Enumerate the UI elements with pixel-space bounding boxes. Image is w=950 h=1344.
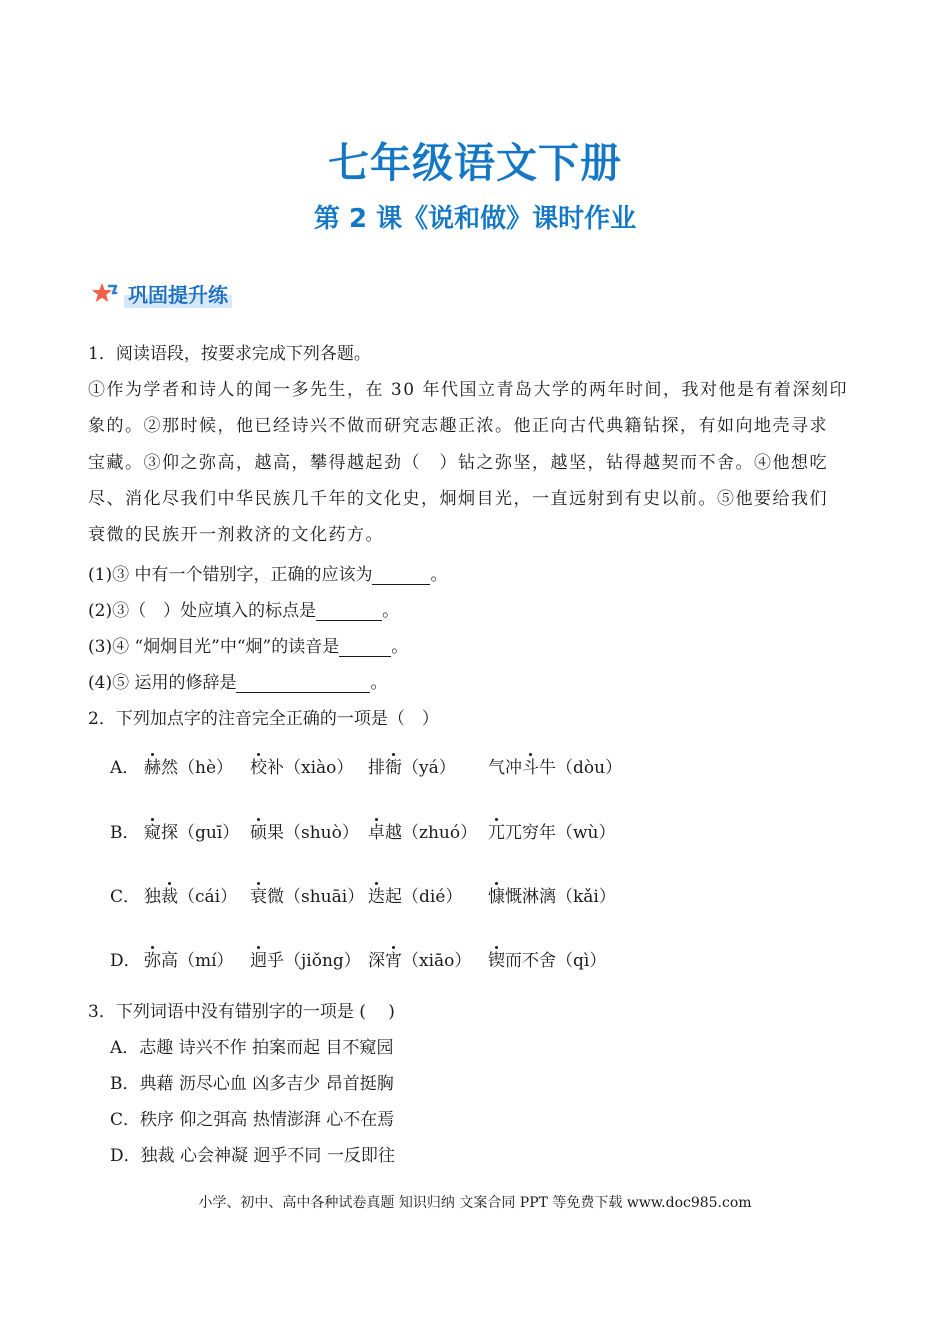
emphasis-char: 迥 [250, 951, 267, 971]
emphasis-char: 弥 [144, 951, 161, 971]
option-b[interactable] [110, 818, 670, 842]
emphasis-char: 宵 [385, 951, 402, 971]
option-a[interactable] [110, 753, 670, 777]
answer-blank[interactable] [372, 566, 430, 585]
option-letter: A． [110, 758, 140, 778]
option-item: 窥探（guī） [144, 823, 240, 843]
sub-question-end: 。 [430, 565, 448, 585]
option-item: 独裁（cái） [144, 887, 238, 907]
option-letter: B． [110, 823, 140, 843]
option-a[interactable]: A．志趣 诗兴不作 拍案而起 目不窥园 [110, 1038, 394, 1058]
emphasis-char: 裁 [161, 887, 178, 907]
option-item: 弥高（mí） [144, 951, 234, 971]
page-footer: 小学、初中、高中各种试卷真题 知识归纳 文案合同 PPT 等免费下载 www.doc985.com [198, 1195, 752, 1211]
option-letter: C． [110, 887, 141, 907]
document-title: 七年级语文下册 [328, 139, 622, 187]
document-subtitle: 第 2 课《说和做》课时作业 [313, 204, 637, 234]
emphasis-char: 慷 [488, 887, 505, 907]
answer-blank[interactable] [316, 602, 382, 621]
option-item: 慷慨淋漓（kǎi） [488, 887, 616, 907]
emphasis-char: 迭 [368, 887, 385, 907]
emphasis-char: 斗 [522, 758, 539, 778]
question-2-stem: 2．下列加点字的注音完全正确的一项是（ ） [88, 709, 439, 729]
sub-question-end: 。 [382, 601, 400, 621]
sub-question-1 [88, 560, 447, 585]
option-item: 排衙（yá） [368, 758, 456, 778]
emphasis-char: 锲 [488, 951, 505, 971]
emphasis-char: 兀 [488, 823, 505, 843]
option-item: 兀兀穷年（wù） [488, 823, 616, 843]
sub-question-text: (2)③（ ）处应填入的标点是 [88, 601, 317, 621]
emphasis-char: 硕 [250, 823, 267, 843]
emphasis-char: 赫 [144, 758, 161, 778]
option-c[interactable] [110, 882, 670, 906]
emphasis-char: 卓 [368, 823, 385, 843]
option-item: 校补（xiào） [250, 758, 354, 778]
option-letter: D． [110, 951, 141, 971]
option-item: 衰微（shuāi） [250, 887, 365, 907]
emphasis-char: 窥 [144, 823, 161, 843]
star-icon [92, 282, 118, 306]
option-d[interactable]: D．独裁 心会神凝 迥乎不同 一反即往 [110, 1146, 395, 1166]
section-label: 巩固提升练 [124, 279, 232, 308]
option-item: 硕果（shuò） [250, 823, 359, 843]
passage-line: 宝藏。③仰之弥高，越高，攀得越起劲（ ）钻之弥坚，越坚，钻得越契而不舍。④他想吃 [88, 453, 828, 473]
passage-line: 衰微的民族开一剂救济的文化药方。 [88, 525, 384, 545]
option-item: 迥乎（jiǒng） [250, 951, 361, 971]
emphasis-char: 校 [250, 758, 267, 778]
passage-line: 尽、消化尽我们中华民族几千年的文化史，炯炯目光，一直远射到有史以前。⑤他要给我们 [88, 489, 828, 509]
sub-question-text: (1)③ 中有一个错别字，正确的应该为 [88, 565, 373, 585]
answer-blank[interactable] [339, 638, 391, 657]
passage-line: 象的。②那时候，他已经诗兴不做而研究志趣正浓。他正向古代典籍钻探，有如向地壳寻求 [88, 416, 828, 436]
option-item: 赫然（hè） [144, 758, 234, 778]
passage-line: ①作为学者和诗人的闻一多先生，在 30 年代国立青岛大学的两年时间，我对他是有着深刻印 [88, 380, 848, 400]
question-1-stem: 1．阅读语段，按要求完成下列各题。 [88, 344, 371, 364]
option-item: 卓越（zhuó） [368, 823, 478, 843]
option-d[interactable] [110, 946, 670, 970]
option-item: 锲而不舍（qì） [488, 951, 607, 971]
question-3-stem: 3．下列词语中没有错别字的一项是 ( ) [88, 1002, 395, 1022]
sub-question-text: (4)⑤ 运用的修辞是 [88, 673, 237, 693]
sub-question-3 [88, 632, 408, 657]
option-b[interactable]: B．典藉 沥尽心血 凶多吉少 昂首挺胸 [110, 1074, 394, 1094]
sub-question-end: 。 [370, 673, 388, 693]
answer-blank[interactable] [236, 674, 370, 693]
sub-question-4 [88, 668, 387, 693]
emphasis-char: 衰 [250, 887, 267, 907]
sub-question-2 [88, 596, 399, 621]
option-c[interactable]: C．秩序 仰之弭高 热情澎湃 心不在焉 [110, 1110, 395, 1130]
sub-question-end: 。 [391, 637, 409, 657]
sub-question-text: (3)④ “炯炯目光”中“炯”的读音是 [88, 637, 340, 657]
option-item: 气冲斗牛（dòu） [488, 758, 623, 778]
emphasis-char: 衙 [385, 758, 402, 778]
option-item: 迭起（dié） [368, 887, 463, 907]
option-item: 深宵（xiāo） [368, 951, 472, 971]
